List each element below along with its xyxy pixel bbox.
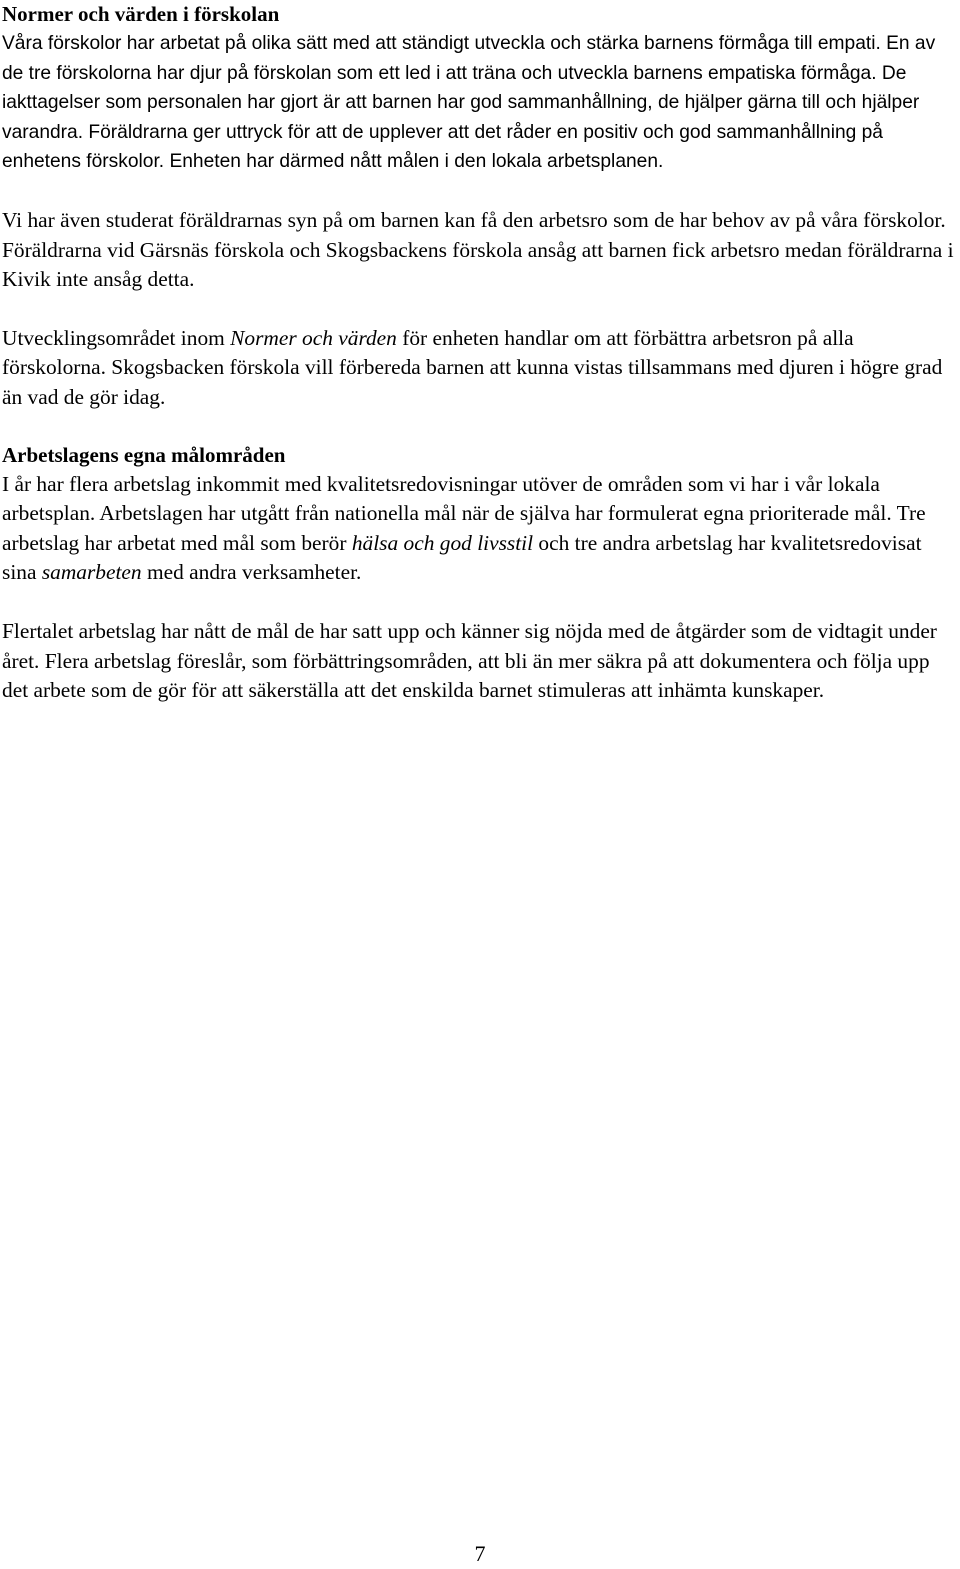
paragraph-spacer <box>2 177 956 206</box>
section-heading-normer: Normer och värden i förskolan <box>2 2 280 26</box>
paragraph-arbetsro: Vi har även studerat föräldrarnas syn på om barnen kan få den arbetsro som de har behov av på våra förskolor. Föräldrarna vid Gärsnäs förskola och Skogsbackens förskola ansåg att barnen fick arbetsro medan föräldrarna i Kivik inte ansåg detta. <box>2 207 954 292</box>
paragraph-spacer <box>2 588 956 617</box>
document-page <box>2 0 956 706</box>
paragraph-spacer <box>2 295 956 324</box>
section-heading-arbetslag: Arbetslagens egna målområden <box>2 442 286 467</box>
paragraph-flertalet: Flertalet arbetslag har nått de mål de har satt upp och känner sig nöjda med de åtgärder som de vidtagit under året. Flera arbetslag föreslår, som förbättringsområden, att bli än mer säkra på att dokumentera och följa upp det arbete som de gör för att säkerställa att det enskilda barnet stimuleras att inhämta kunskaper. <box>2 618 937 703</box>
italic-text: samarbeten <box>41 560 142 585</box>
text-run: och tre andra arbetslag har kvalitetsredovisat sina <box>2 530 922 585</box>
page-number: 7 <box>474 1541 486 1566</box>
text-run: Utvecklingsområdet inom <box>2 325 231 350</box>
text-run: för enheten handlar om att förbättra arbetsron på alla förskolorna. Skogsbacken förskola vill förbereda barnen att kunna vistas tillsammans med djuren i högre grad än vad de gör idag. <box>2 325 943 409</box>
paragraph-malomraden <box>2 470 956 588</box>
italic-text: hälsa och god livsstil <box>351 530 534 555</box>
paragraph-empathy: Våra förskolor har arbetat på olika sätt med att ständigt utveckla och stärka barnens förmåga till empati. En av de tre förskolorna har djur på förskolan som ett led i att träna och utveckla barnens empatiska förmåga. De iakttagelser som personalen har gjort är att barnen har god sammanhållning, de hjälper gärna till och hjälper varandra. Föräldrarna ger uttryck för att de upplever att det råder en positiv och god sammanhållning på enhetens förskolor. Enheten har därmed nått målen i den lokala arbetsplanen. <box>2 33 936 173</box>
text-run: med andra verksamheter. <box>141 560 362 585</box>
italic-text: Normer och värden <box>230 325 397 350</box>
text-run: I år har flera arbetslag inkommit med kvalitetsredovisningar utöver de områden som vi har i vår lokala arbetsplan. Arbetslagen har utgått från nationella mål när de själva har formulerat egna prioriterade mål. Tre arbetslag har arbetat med mål som berör <box>2 471 926 555</box>
paragraph-utvecklingsomrade <box>2 324 956 413</box>
section-spacer <box>2 413 956 441</box>
